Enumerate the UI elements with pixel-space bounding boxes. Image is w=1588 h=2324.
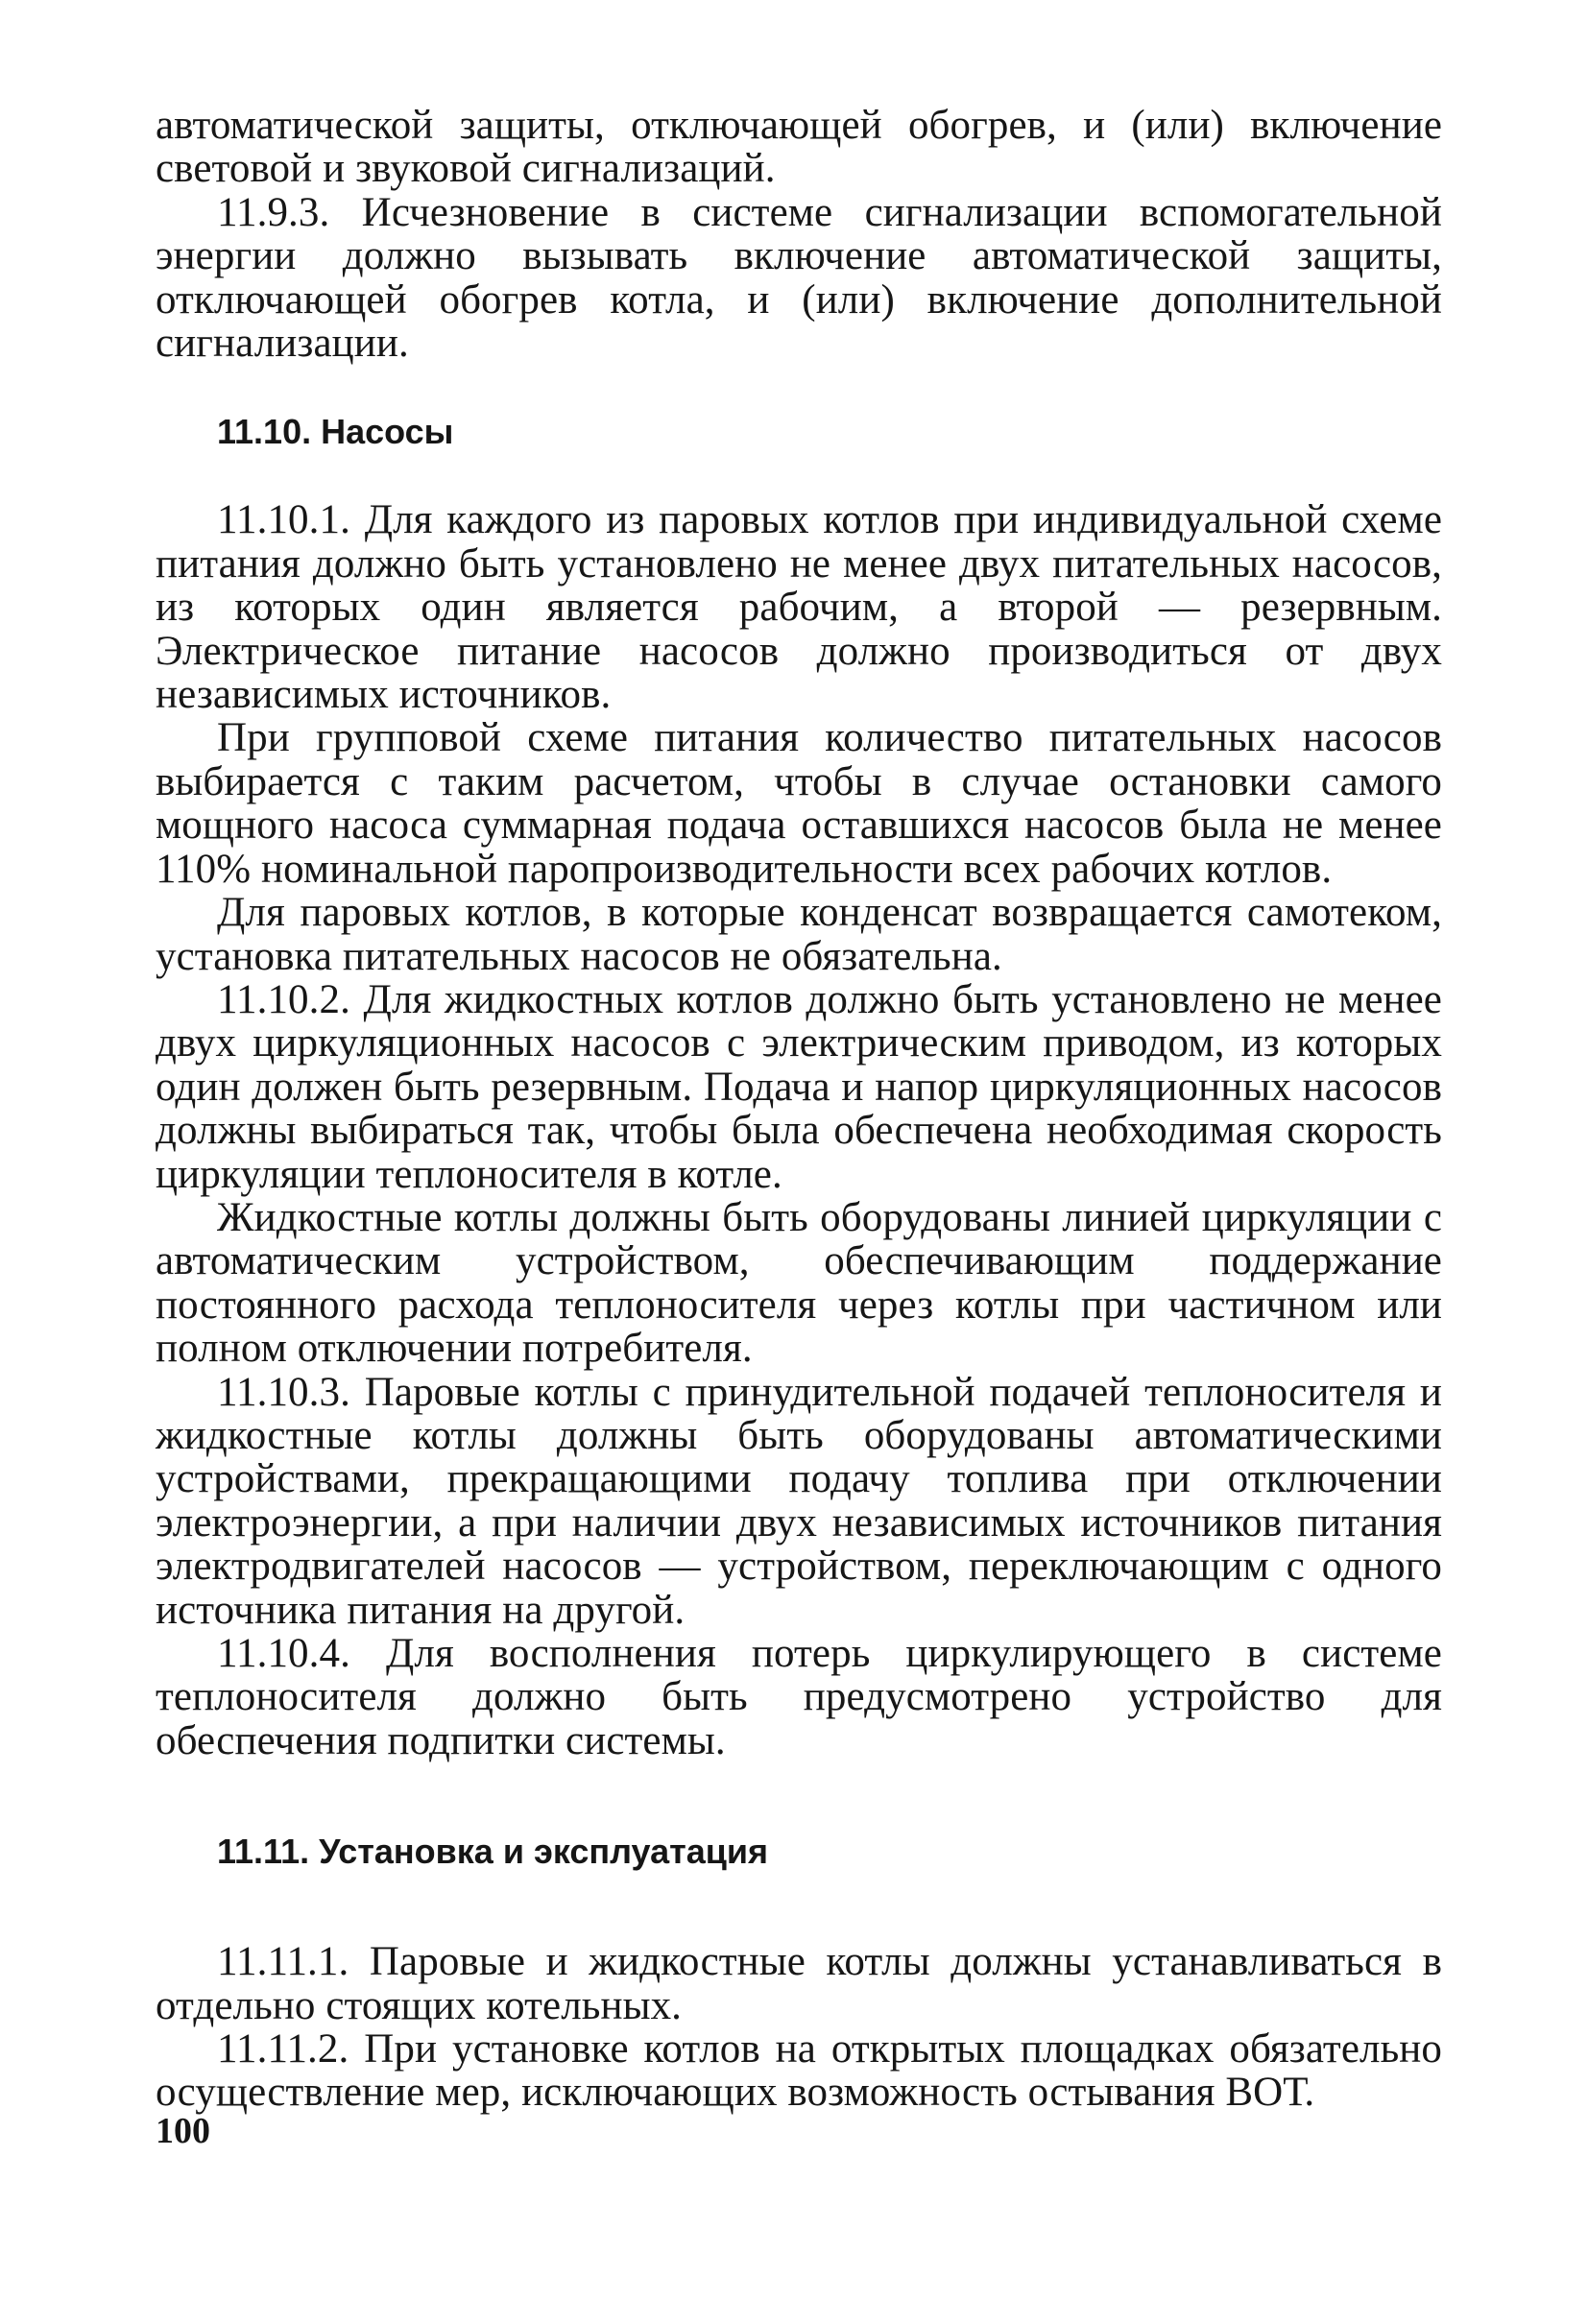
paragraph-11-11-1: 11.11.1. Паровые и жидкостные котлы должны устанавливаться в отдельно стоящих котельных. [156, 1939, 1442, 2028]
section-heading-installation: 11.11. Установка и эксплуатация [217, 1832, 769, 1872]
paragraph-11-10-4: 11.10.4. Для восполнения потерь циркулирующего в системе теплоносителя должно быть предусмотрено устройство для обеспечения подпитки системы. [156, 1631, 1442, 1763]
paragraph-11-10-1: 11.10.1. Для каждого из паровых котлов при индивидуальной схеме питания должно быть установлено не менее двух питательных насосов, из которых один является рабочим, а второй — резервным. Электрическое питание насосов должно производиться от двух независимых источников. [156, 497, 1442, 718]
paragraph-11-10-1-group-scheme: При групповой схеме питания количество питательных насосов выбирается с таким расчетом, чтобы в случае остановки самого мощного насоса суммарная подача оставшихся насосов была не менее 110% номинальной паропроизводительности всех рабочих котлов. [156, 715, 1442, 892]
paragraph-11-10-3: 11.10.3. Паровые котлы с принудительной подачей теплоносителя и жидкостные котлы должны быть оборудованы автоматическими устройствами, прекращающими подачу топлива при отключении электроэнергии, а при наличии двух независимых источников питания электродвигателей насосов — устройством, переключающим с одного источника питания на другой. [156, 1369, 1442, 1633]
section-heading-pumps: 11.10. Насосы [217, 412, 454, 452]
page-number: 100 [156, 2111, 210, 2151]
paragraph-11-10-2: 11.10.2. Для жидкостных котлов должно быть установлено не менее двух циркуляционных насосов с электрическим приводом, из которых один должен быть резервным. Подача и напор циркуляционных насосов должны выбираться так, чтобы была обеспечена необходимая скорость циркуляции теплоносителя в котле. [156, 976, 1442, 1197]
paragraph-11-10-1-condensate: Для паровых котлов, в которые конденсат возвращается самотеком, установка питательных насосов не обязательна. [156, 890, 1442, 979]
paragraph-11-11-2: 11.11.2. При установке котлов на открытых площадках обязательно осуществление мер, исключающих возможность остывания ВОТ. [156, 2026, 1442, 2116]
document-page [156, 104, 1442, 2115]
paragraph-11-10-2-circulation-line: Жидкостные котлы должны быть оборудованы линией циркуляции с автоматическим устройством, обеспечивающим поддержание постоянного расхода теплоносителя через котлы при частичном или полном отключении потребителя. [156, 1194, 1442, 1372]
paragraph-11-9-3: 11.9.3. Исчезновение в системе сигнализации вспомогательной энергии должно вызывать включение автоматической защиты, отключающей обогрев котла, и (или) включение дополнительной сигнализации. [156, 189, 1442, 367]
paragraph-continuation: автоматической защиты, отключающей обогрев, и (или) включение световой и звуковой сигнализаций. [156, 103, 1442, 192]
